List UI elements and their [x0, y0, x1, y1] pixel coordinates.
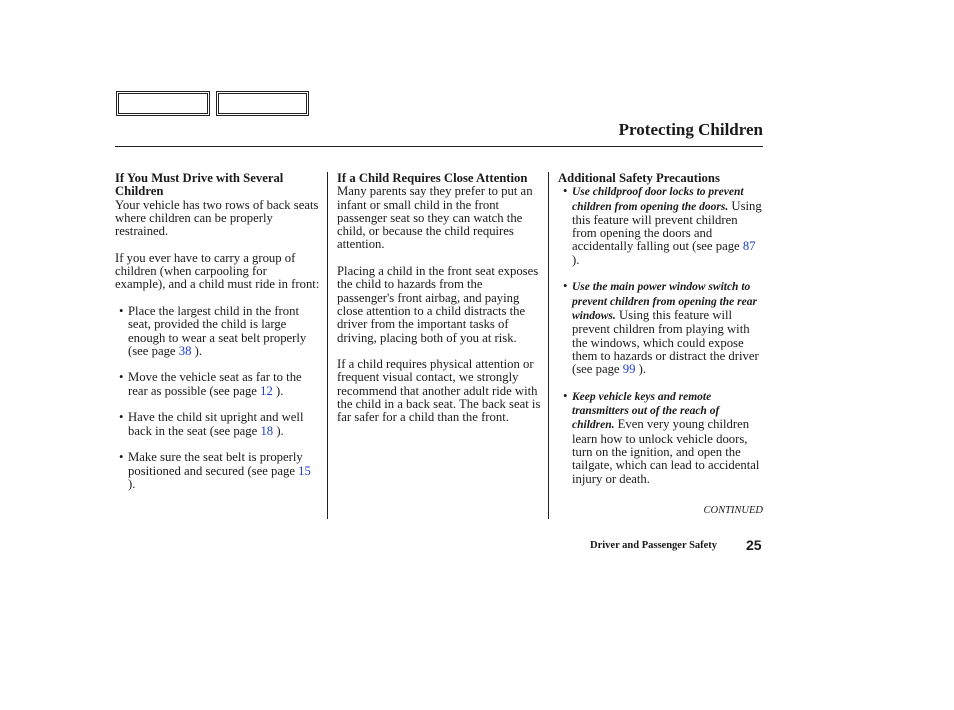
list-item-text: Make sure the seat belt is properly positioned and secured (see page: [128, 450, 303, 478]
continued-label: CONTINUED: [703, 505, 763, 516]
list-item: [115, 305, 320, 358]
page-link[interactable]: 12: [260, 383, 273, 398]
list-item: [115, 411, 320, 438]
list-item-text: Even very young children learn how to unlock vehicle doors, turn on the ignition, and open the tailgate, which can lead to accidental injury or death.: [572, 417, 760, 486]
section-heading: Additional Safety Precautions: [558, 171, 720, 185]
list-item-text: Using this feature will prevent children from opening the doors and accidentally falling out (see page: [572, 198, 762, 254]
list-item-tail: ).: [635, 362, 646, 377]
list-item: [115, 371, 320, 398]
list-item-tail: ).: [572, 252, 580, 267]
column-divider-2: [548, 172, 549, 519]
list-item: [115, 451, 320, 491]
list-item-text: Move the vehicle seat as far to the rear as possible (see page: [128, 370, 302, 398]
list-item-tail: ).: [272, 383, 284, 398]
page-number: 25: [746, 537, 762, 553]
list-item-tail: ).: [128, 476, 136, 491]
column-safety-precautions: [558, 172, 763, 499]
list-item: [558, 185, 763, 267]
page-link[interactable]: 99: [622, 362, 636, 377]
list-item-text: Have the child sit upright and well back in the seat (see page: [128, 410, 304, 438]
column-divider-1: [327, 172, 328, 519]
bullet-list: [115, 305, 320, 491]
footer-section-title: Driver and Passenger Safety: [590, 540, 718, 551]
column-several-children: [115, 172, 320, 504]
list-item-lead: Use the main power window switch to prevent children from opening the rear windows.: [572, 281, 757, 322]
section-heading: If a Child Requires Close Attention: [337, 171, 528, 185]
nav-tab-2[interactable]: [216, 91, 309, 116]
page-link[interactable]: 15: [298, 463, 311, 478]
nav-tab-1[interactable]: [116, 91, 210, 116]
header-rule: [115, 146, 763, 147]
list-item-lead: Use childproof door locks to prevent children from opening the doors.: [572, 186, 744, 213]
list-item-text: Using this feature will prevent children from playing with the windows, which could expose them to hazards or distract the driver (see page: [572, 307, 759, 377]
paragraph: If a child requires physical attention or frequent visual contact, we strongly recommend that another adult ride with the child in a back seat. The back seat is far safer for a child than the front.: [337, 357, 541, 425]
section-heading: If You Must Drive with Several Children: [115, 171, 284, 199]
list-item-tail: ).: [273, 423, 284, 438]
nav-tab-1-inner: [118, 93, 208, 114]
page-title: Protecting Children: [618, 120, 763, 139]
list-item-tail: ).: [191, 343, 202, 358]
paragraph: If you ever have to carry a group of children (when carpooling for example), and a child must ride in front:: [115, 250, 320, 292]
paragraph: Placing a child in the front seat exposes the child to hazards from the passenger's front airbag, and paying close attention to a child distracts the driver from the important tasks of driving, placing both of you at risk.: [337, 264, 539, 345]
list-item-text: Place the largest child in the front seat, provided the child is large enough to wear a seat belt properly (see page: [128, 303, 307, 358]
nav-tab-2-inner: [218, 93, 307, 114]
page-link[interactable]: 38: [178, 343, 192, 358]
paragraph: Your vehicle has two rows of back seats where children can be properly restrained.: [115, 197, 319, 239]
paragraph: Many parents say they prefer to put an infant or small child in the front passenger seat so they can watch the child, or because the child requires attention.: [337, 184, 533, 252]
page-link[interactable]: 87: [742, 239, 756, 254]
column-close-attention: [337, 172, 542, 438]
list-item: [558, 280, 763, 376]
bullet-list: [558, 185, 763, 486]
list-item-lead: Keep vehicle keys and remote transmitters out of the reach of children.: [572, 390, 720, 432]
list-item: [558, 390, 763, 486]
page-link[interactable]: 18: [260, 423, 274, 438]
